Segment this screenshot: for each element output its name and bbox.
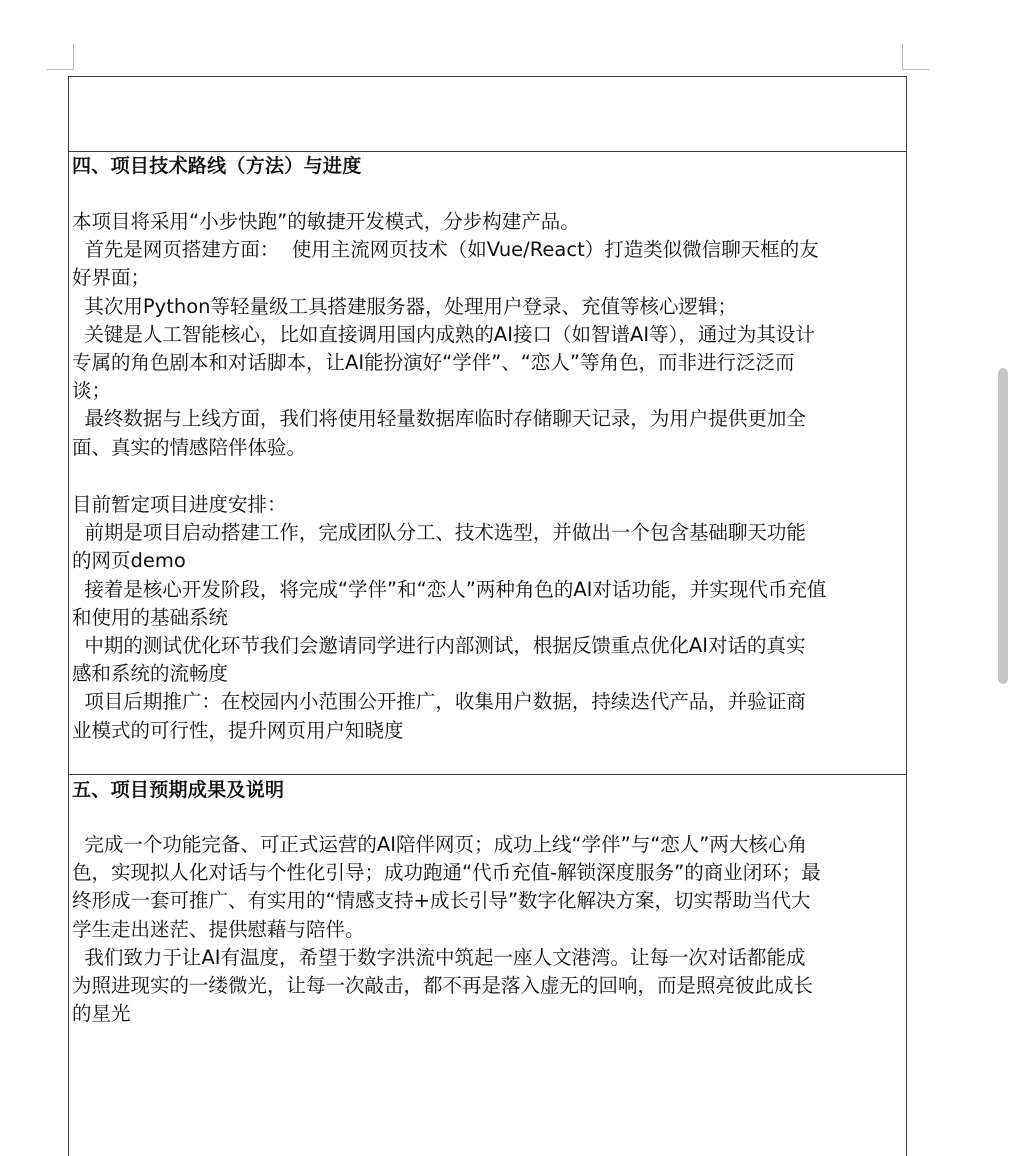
text-line: 首先是网页搭建方面： 使用主流网页技术（如Vue/React）打造类似微信聊天框的友	[72, 238, 819, 262]
crop-mark-right-vertical	[902, 44, 903, 70]
text-line: 专属的角色剧本和对话脚本，让AI能扮演好“学伴”、“恋人”等角色，而非进行泛泛而	[72, 351, 795, 375]
text-line: 其次用Python等轻量级工具搭建服务器，处理用户登录、充值等核心逻辑；	[72, 294, 737, 318]
text-line: 感和系统的流畅度	[72, 662, 229, 686]
text-line: 最终数据与上线方面，我们将使用轻量数据库临时存储聊天记录，为用户提供更加全	[72, 407, 806, 431]
section-4-title: 四、项目技术路线（方法）与进度	[72, 155, 362, 177]
section-5-title: 五、项目预期成果及说明	[72, 779, 285, 801]
text-line: 色，实现拟人化对话与个性化引导；成功跑通“代币充值-解锁深度服务”的商业闭环；最	[72, 861, 821, 885]
crop-mark-right-horizontal	[902, 69, 929, 70]
section-5-paragraph	[72, 831, 904, 1028]
text-line: 谈；	[72, 379, 112, 403]
text-line: 前期是项目启动搭建工作，完成团队分工、技术选型，并做出一个包含基础聊天功能	[72, 521, 806, 545]
section-4-paragraph-method	[72, 208, 904, 462]
text-line: 项目后期推广：在校园内小范围公开推广，收集用户数据，持续迭代产品，并验证商	[72, 690, 806, 714]
text-line: 为照进现实的一缕微光，让每一次敲击，都不再是落入虚无的回响，而是照亮彼此成长	[72, 974, 814, 998]
text-line: 关键是人工智能核心，比如直接调用国内成熟的AI接口（如智谱AI等），通过为其设计	[72, 322, 815, 346]
text-line: 目前暂定项目进度安排：	[72, 493, 287, 516]
text-line: 中期的测试优化环节我们会邀请同学进行内部测试，根据反馈重点优化AI对话的真实	[72, 634, 806, 658]
text-line: 的网页demo	[72, 549, 186, 573]
text-line: 本项目将采用“小步快跑”的敏捷开发模式，分步构建产品。	[72, 210, 580, 233]
text-line: 接着是核心开发阶段，将完成“学伴”和“恋人”两种角色的AI对话功能，并实现代币充值	[72, 577, 827, 601]
table-row-divider-2	[68, 774, 907, 775]
text-line: 我们致力于让AI有温度，希望于数字洪流中筑起一座人文港湾。让每一次对话都能成	[72, 945, 806, 969]
text-line: 的星光	[72, 1002, 131, 1026]
text-line: 好界面；	[72, 266, 151, 290]
text-line: 业模式的可行性，提升网页用户知晓度	[72, 718, 404, 742]
text-line: 学生走出迷茫、提供慰藉与陪伴。	[72, 917, 365, 941]
scrollbar-thumb[interactable]	[998, 368, 1008, 684]
crop-mark-left-horizontal	[47, 69, 74, 70]
text-line: 和使用的基础系统	[72, 605, 229, 629]
section-4-paragraph-schedule	[72, 491, 904, 745]
text-line: 完成一个功能完备、可正式运营的AI陪伴网页；成功上线“学伴”与“恋人”两大核心角	[72, 833, 807, 856]
crop-mark-left-vertical	[73, 44, 74, 70]
text-line: 面、真实的情感陪伴体验。	[72, 435, 307, 459]
text-line: 终形成一套可推广、有实用的“情感支持+成长引导”数字化解决方案，切实帮助当代大	[72, 889, 811, 913]
vertical-scrollbar[interactable]	[997, 368, 1009, 684]
